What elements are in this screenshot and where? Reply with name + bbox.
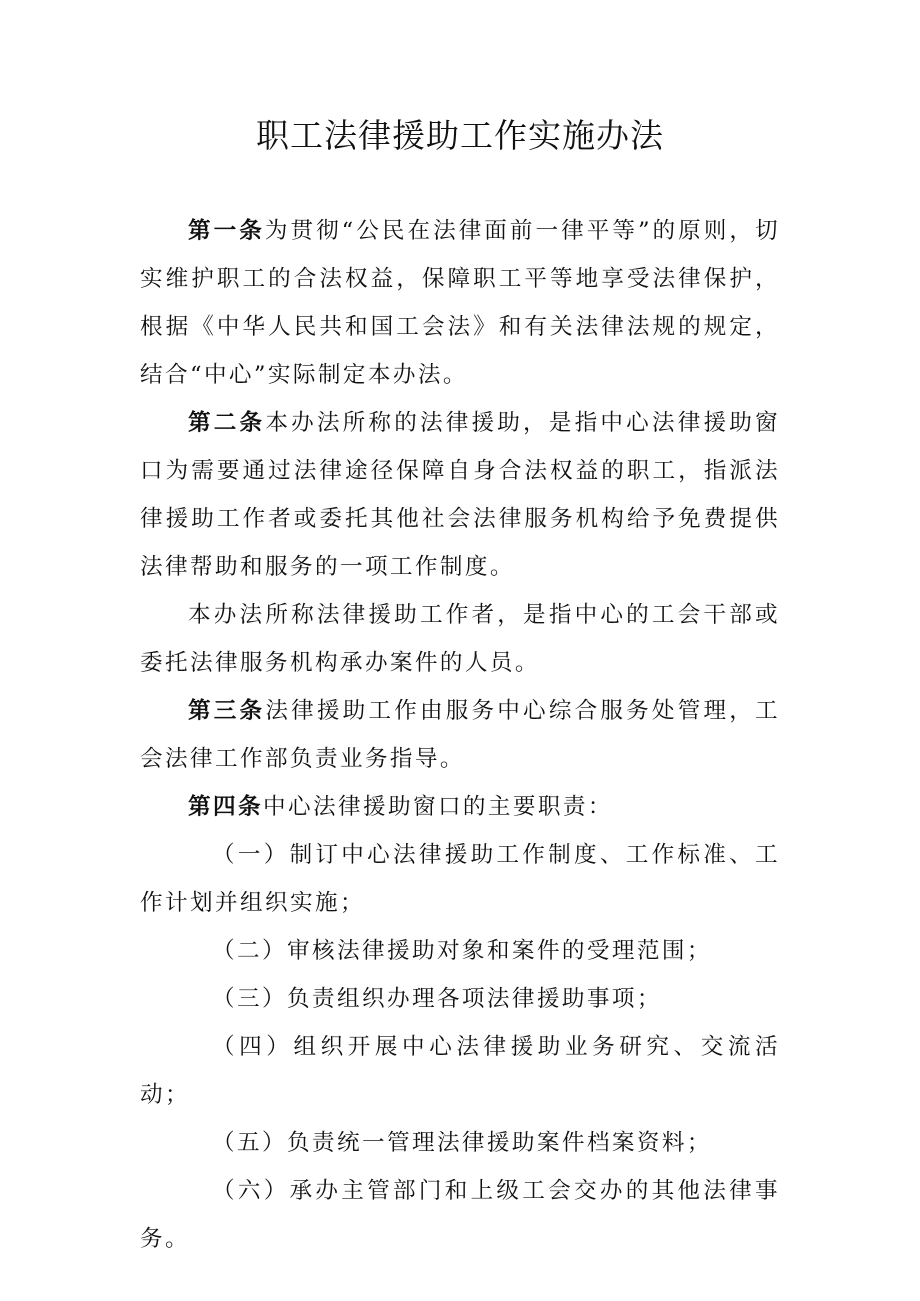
document-body — [140, 207, 780, 1263]
duty-item-4: （四）组织开展中心法律援助业务研究、交流活动； — [140, 1034, 780, 1108]
duty-item-1: （一）制订中心法律援助工作制度、工作标准、工作计划并组织实施； — [140, 842, 780, 916]
article-4-text: 中心法律援助窗口的主要职责： — [262, 794, 613, 820]
article-2-label: 第二条 — [188, 410, 266, 436]
article-4 — [140, 783, 780, 831]
article-1 — [140, 207, 780, 399]
article-1-text: 为贯彻“公民在法律面前一律平等”的原则，切实维护职工的合法权益，保障职工平等地享受法律保护，根据《中华人民共和国工会法》和有关法律法规的规定，结合“中心”实际制定本办法。 — [140, 218, 780, 388]
article-2-paragraph-2: 本办法所称法律援助工作者，是指中心的工会干部或委托法律服务机构承办案件的人员。 — [140, 602, 780, 676]
duty-item-2: （二）审核法律援助对象和案件的受理范围； — [212, 938, 712, 964]
article-4-label: 第四条 — [188, 794, 263, 820]
article-3-label: 第三条 — [188, 698, 266, 724]
article-2 — [140, 399, 780, 591]
article-3 — [140, 687, 780, 783]
article-2-text: 本办法所称的法律援助，是指中心法律援助窗口为需要通过法律途径保障自身合法权益的职工，指派法律援助工作者或委托其他社会法律服务机构给予免费提供法律帮助和服务的一项工作制度。 — [140, 410, 781, 580]
document-title: 职工法律援助工作实施办法 — [256, 116, 664, 155]
duty-item-5: （五）负责统一管理法律援助案件档案资料； — [212, 1130, 712, 1156]
article-3-text: 法律援助工作由服务中心综合服务处管理，工会法律工作部负责业务指导。 — [140, 698, 781, 772]
duty-item-6: （六）承办主管部门和上级工会交办的其他法律事务。 — [140, 1178, 780, 1252]
article-1-label: 第一条 — [188, 218, 265, 244]
duty-item-3: （三）负责组织办理各项法律援助事项； — [212, 986, 662, 1012]
